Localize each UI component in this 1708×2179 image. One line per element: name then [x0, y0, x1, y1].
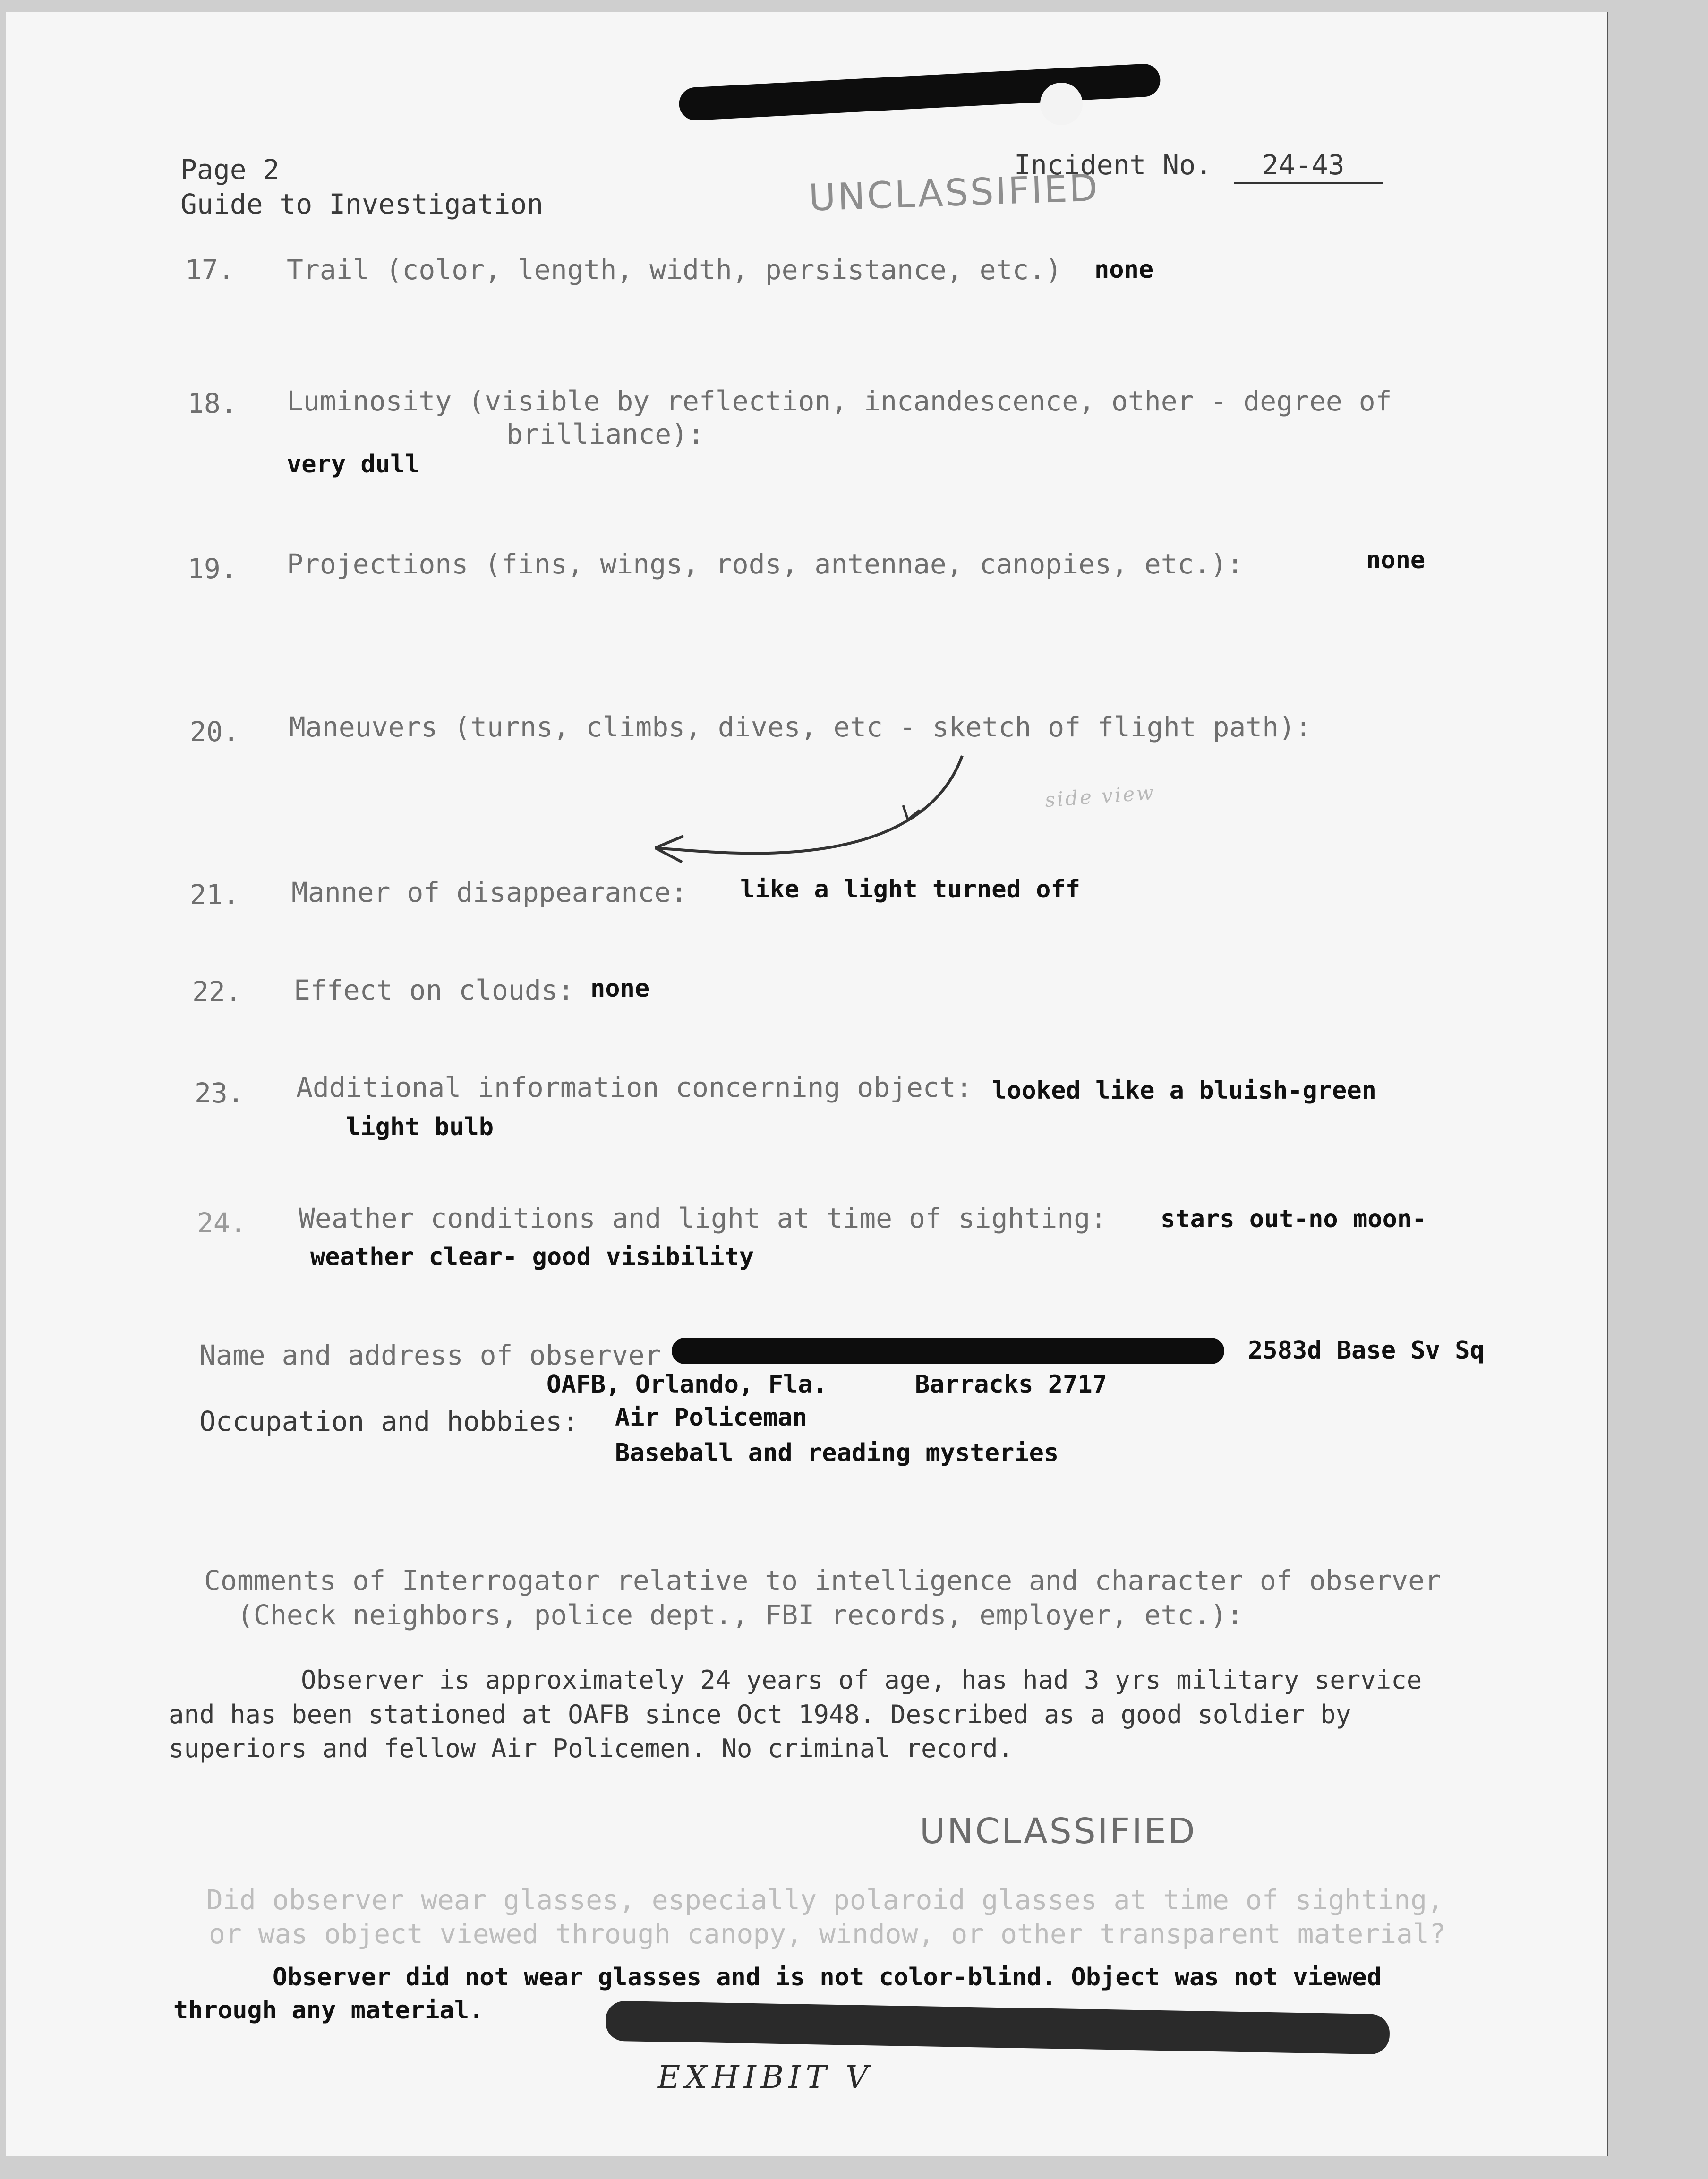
glasses-question: Did observer wear glasses, especially polaroid glasses at time of sighting, [206, 1884, 1443, 1916]
item-label: Manner of disappearance: [291, 876, 688, 908]
observer-name-label: Name and address of observer [199, 1339, 661, 1371]
punch-hole [1040, 83, 1083, 125]
item-answer: like a light turned off [740, 875, 1081, 904]
comments-text: Observer is approximately 24 years of age, has had 3 yrs military service [301, 1665, 1422, 1695]
classification-stamp-bottom: UNCLASSIFIED [920, 1811, 1197, 1852]
item-number: 22. [192, 975, 242, 1008]
item-number: 17. [185, 254, 235, 286]
redaction-bar-bottom [605, 2001, 1390, 2055]
classification-stamp-top: UNCLASSIFIED [808, 167, 1101, 220]
item-label: Maneuvers (turns, climbs, dives, etc - sketch of flight path): [289, 711, 1312, 743]
item-answer-continued: weather clear- good visibility [310, 1243, 754, 1271]
glasses-answer: Observer did not wear glasses and is not color-blind. Object was not viewed [273, 1963, 1382, 1991]
document-page [6, 12, 1608, 2156]
incident-number: 24-43 [1234, 151, 1383, 184]
item-number: 24. [197, 1207, 247, 1239]
item-answer: looked like a bluish-green [992, 1077, 1376, 1105]
occupation-label: Occupation and hobbies: [199, 1405, 579, 1437]
incident-label: Incident No. [1014, 149, 1213, 181]
form-title: Guide to Investigation [180, 188, 544, 220]
item-label: Trail (color, length, width, persistance, etc.) [287, 254, 1062, 286]
item-label: Weather conditions and light at time of sighting: [299, 1202, 1107, 1234]
item-answer: none [1366, 546, 1426, 574]
sketch-note: side view [1044, 780, 1156, 812]
item-label: Additional information concerning object: [296, 1071, 973, 1103]
redaction-bar-top [678, 63, 1161, 121]
observer-barracks: Barracks 2717 [915, 1370, 1107, 1399]
comments-subheading: (Check neighbors, police dept., FBI records, employer, etc.): [237, 1599, 1244, 1631]
item-answer: none [590, 974, 650, 1003]
comments-heading: Comments of Interrogator relative to intelligence and character of observer [204, 1564, 1441, 1597]
comments-text: and has been stationed at OAFB since Oct 1948. Described as a good soldier by [169, 1700, 1351, 1729]
item-number: 19. [188, 553, 237, 585]
item-number: 18. [188, 387, 237, 419]
page-number: Page 2 [180, 154, 280, 186]
item-label: Effect on clouds: [294, 974, 574, 1006]
item-answer-continued: light bulb [346, 1113, 494, 1141]
item-number: 20. [190, 716, 239, 748]
glasses-question-continued: or was object viewed through canopy, window, or other transparent material? [209, 1918, 1446, 1950]
comments-text: superiors and fellow Air Policemen. No criminal record. [169, 1734, 1014, 1763]
observer-unit: 2583d Base Sv Sq [1248, 1336, 1485, 1365]
observer-base: OAFB, Orlando, Fla. [547, 1370, 828, 1399]
exhibit-label: EXHIBIT V [658, 2059, 873, 2095]
item-answer: stars out-no moon- [1161, 1205, 1427, 1233]
item-label: Projections (fins, wings, rods, antennae, canopies, etc.): [287, 548, 1244, 580]
observer-hobbies: Baseball and reading mysteries [615, 1439, 1059, 1467]
item-label: Luminosity (visible by reflection, incandescence, other - degree of [287, 385, 1392, 417]
item-label-continued: brilliance): [506, 418, 705, 450]
glasses-answer-continued: through any material. [173, 1996, 484, 2025]
item-answer: very dull [287, 450, 420, 479]
observer-occupation: Air Policeman [615, 1403, 807, 1432]
item-answer: none [1094, 256, 1154, 284]
item-number: 21. [190, 879, 239, 911]
redaction-bar-observer [672, 1338, 1224, 1364]
item-number: 23. [195, 1077, 244, 1109]
